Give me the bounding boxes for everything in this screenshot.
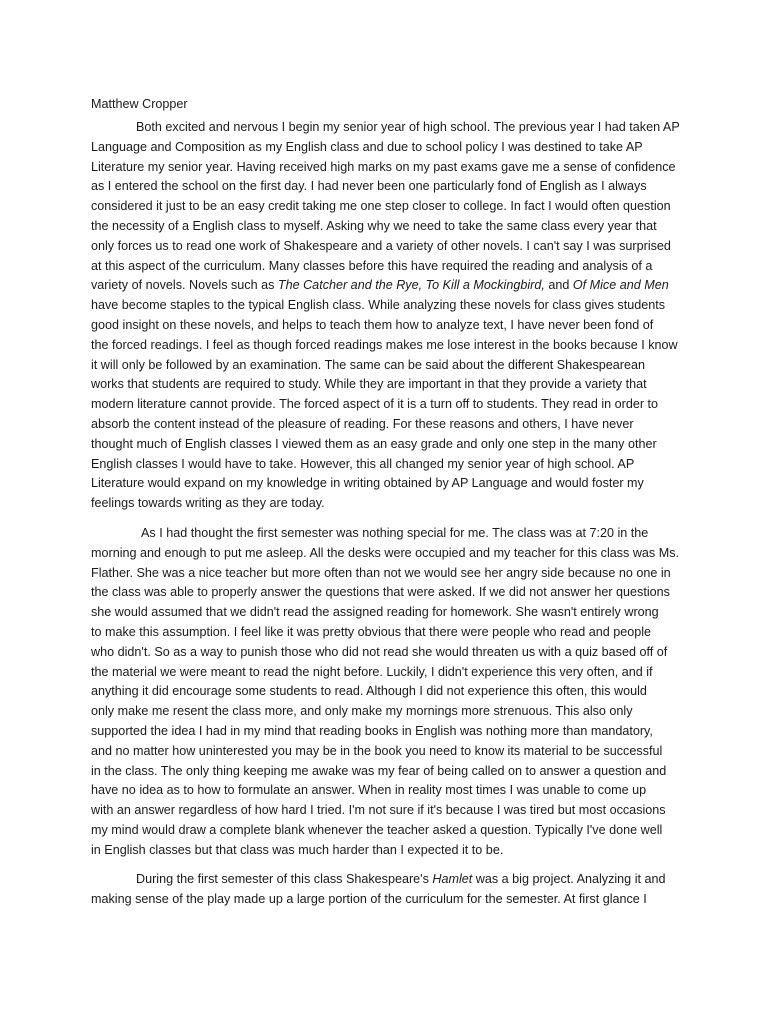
paragraph-2: [91, 524, 681, 861]
text-line: feelings towards writing as they are today.: [91, 496, 325, 511]
text-line: works that students are required to study. While they are important in that they provide a variety that: [91, 377, 647, 392]
text-line: my mind would draw a complete blank whenever the teacher asked a question. Typically I've done well: [91, 822, 663, 837]
text-line: Literature my senior year. Having received high marks on my past exams gave me a sense of confidence: [91, 159, 676, 174]
text-line: the necessity of a English class to myself. Asking why we need to take the same class every year that: [91, 218, 657, 233]
text-line: making sense of the play made up a large portion of the curriculum for the semester. At first glance I: [91, 892, 647, 907]
text-line: variety of novels. Novels such as The Catcher and the Rye, To Kill a Mockingbird, and Of Mice and Men: [91, 278, 669, 293]
text-line: Language and Composition as my English class and due to school policy I was destined to take AP: [91, 139, 643, 154]
text-line: only forces us to read one work of Shakespeare and a variety of other novels. I can't say I was surprised: [91, 238, 671, 253]
text-line: Flather. She was a nice teacher but more often than not we would see her angry side because no one in: [91, 565, 671, 580]
text-line: supported the idea I had in my mind that reading books in English was nothing more than mandatory,: [91, 723, 653, 738]
author-name: Matthew Cropper: [91, 97, 188, 111]
text-line: have become staples to the typical English class. While analyzing these novels for class gives students: [91, 298, 666, 313]
text-line: who didn't. So as a way to punish those who did not read she would threaten us with a quiz based off of: [91, 644, 668, 659]
text-line: the class was able to properly answer the questions that were asked. If we did not answer her questions: [91, 585, 670, 600]
text-line: Literature would expand on my knowledge in writing obtained by AP Language and would foster my: [91, 476, 644, 491]
text-line: anything it did encourage some students to read. Although I did not experience this often, this would: [91, 684, 647, 699]
text-line: as I entered the school on the first day. I had never been one particularly fond of English as I always: [91, 179, 647, 194]
book-title-italic: The Catcher and the Rye, To Kill a Mockingbird,: [277, 278, 545, 293]
text-line: considered it just to be an easy credit taking me one step closer to college. In fact I would often question: [91, 199, 671, 214]
text-line: the material we were meant to read the night before. Luckily, I didn't experience this very often, and if: [91, 664, 653, 679]
text-line: As I had thought the first semester was nothing special for me. The class was at 7:20 in the: [141, 525, 649, 540]
text-line: Both excited and nervous I begin my senior year of high school. The previous year I had taken AP: [136, 120, 680, 134]
text-line: in English classes but that class was much harder than I expected it to be.: [91, 842, 504, 857]
text-line: morning and enough to put me asleep. All the desks were occupied and my teacher for this class was Ms.: [91, 545, 680, 560]
paragraph-1: [91, 118, 681, 514]
text-line: to make this assumption. I feel like it was pretty obvious that there were people who read and people: [91, 624, 652, 639]
text-line: only make me resent the class more, and only make my mornings more strenuous. This also only: [91, 704, 633, 719]
text-line: modern literature cannot provide. The forced aspect of it is a turn off to students. They read in order to: [91, 397, 659, 412]
text-line: it will only be followed by an examination. The same can be said about the different Shakespearean: [91, 357, 646, 372]
text-line: and no matter how uninterested you may be in the book you need to know its material to be successful: [91, 743, 663, 758]
play-title-italic: Hamlet: [432, 872, 473, 887]
document-body: [91, 94, 681, 920]
text-line: have no idea as to how to formulate an answer. When in reality most times I was unable to come up: [91, 783, 647, 798]
text-line: During the first semester of this class Shakespeare's Hamlet was a big project. Analyzing it and: [136, 872, 666, 887]
text-line: absorb the content instead of the pleasure of reading. For these reasons and others, I have never: [91, 416, 634, 431]
text-line: good insight on these novels, and helps to teach them how to analyze text, I have never been fond of: [91, 317, 654, 332]
text-line: English classes I would have to take. However, this all changed my senior year of high school. AP: [91, 456, 635, 471]
paragraph-3: [91, 870, 681, 910]
text-line: she would assumed that we didn't read the assigned reading for homework. She wasn't entirely wrong: [91, 605, 659, 620]
book-title-italic: Of Mice and Men: [572, 278, 669, 293]
text-line: at this aspect of the curriculum. Many classes before this have required the reading and analysis of a: [91, 258, 653, 273]
text-line: the forced readings. I feel as though forced readings makes me lose interest in the books because I know: [91, 337, 678, 352]
text-line: thought much of English classes I viewed them as an easy grade and only one step in the many other: [91, 436, 657, 451]
text-line: in the class. The only thing keeping me awake was my fear of being called on to answer a question and: [91, 763, 667, 778]
text-line: with an answer regardless of how hard I tried. I'm not sure if it's because I was tired but most occasions: [91, 803, 666, 818]
